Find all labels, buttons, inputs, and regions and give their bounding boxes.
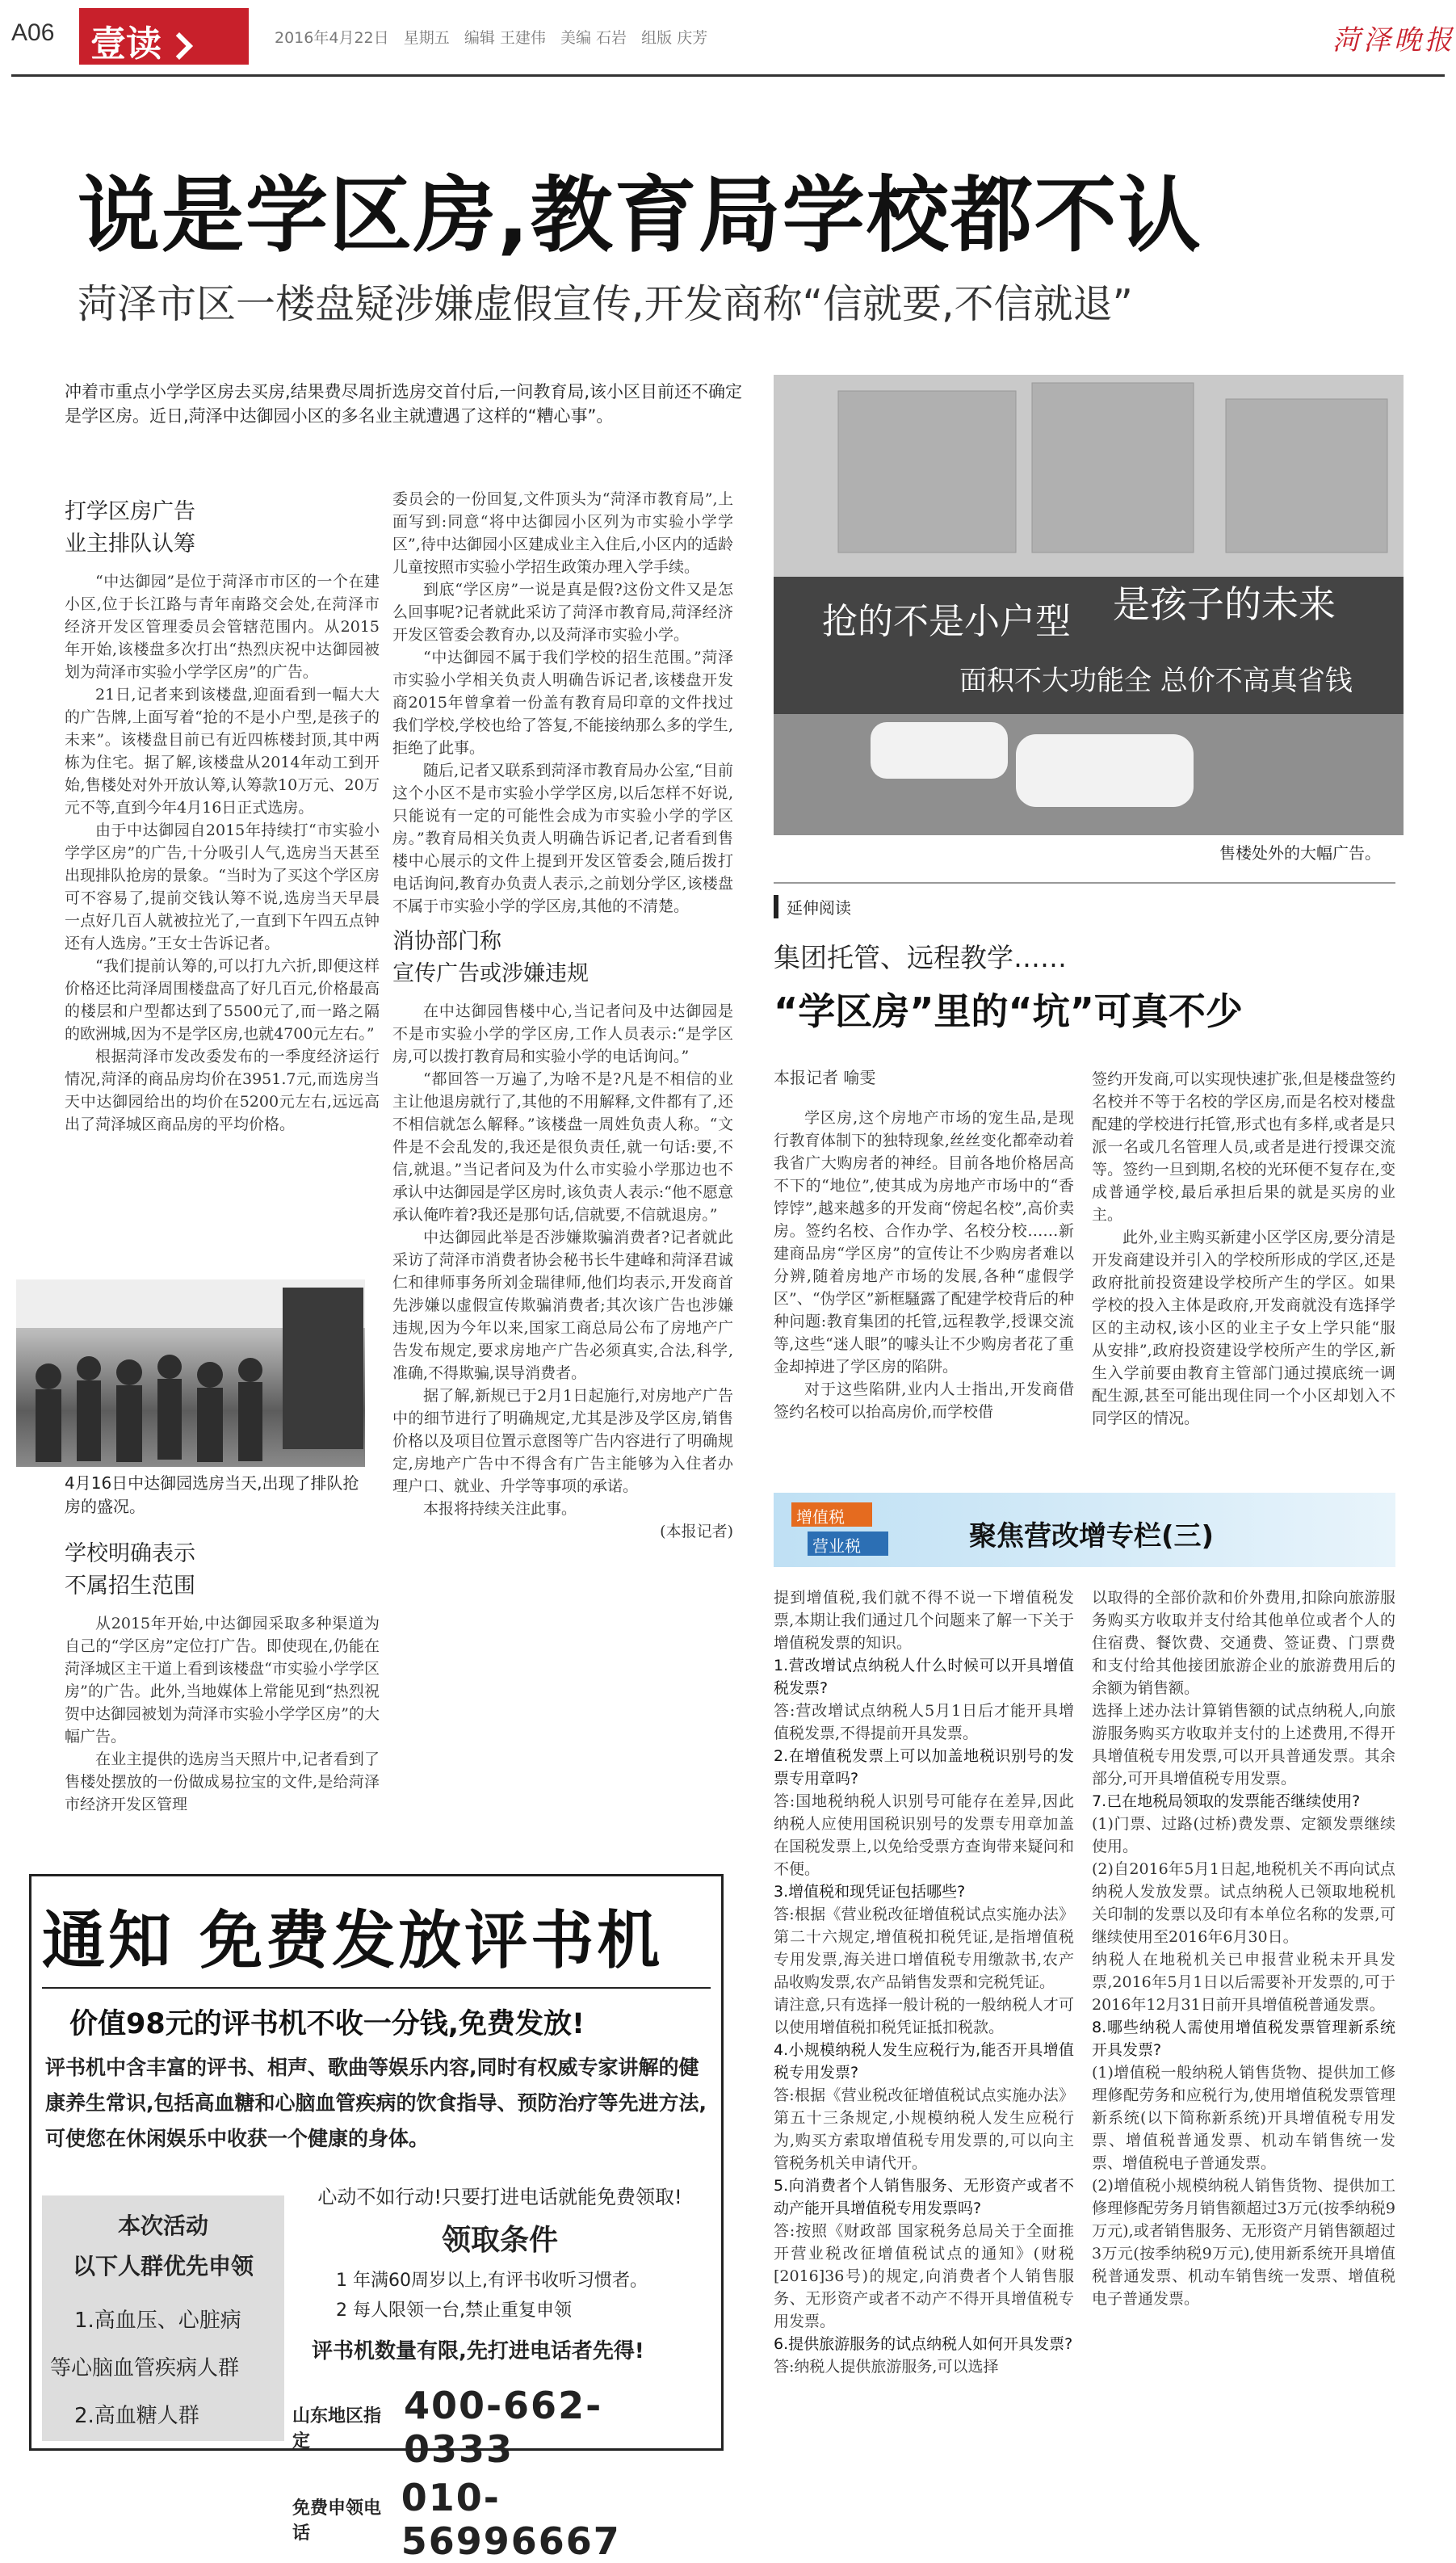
billboard-photo-graphic bbox=[774, 375, 1404, 835]
body-paragraph: 在中达御园售楼中心,当记者问及中达御园是不是市实验小学的学区房,工作人员表示:“是学区房,可以拨打教育局和实验小学的电话询问。” bbox=[392, 1002, 733, 1065]
tax-answer: 选择上述办法计算销售额的试点纳税人,向旅游服务购买方收取并支付的上述费用,不得开具增值税专用发票,可以开具普通发票。其余部分,可开具增值税专用发票。 bbox=[1092, 1702, 1395, 1788]
tax-answer: 答:国地税纳税人识别号可能存在差异,因此纳税人应使用国税识别号的发票专用章加盖在国税发票上,以免给受票方查询带来疑问和不便。 bbox=[774, 1792, 1074, 1878]
phone-number[interactable]: 010-56996667 bbox=[401, 2476, 621, 2563]
tax-column-right bbox=[1092, 1586, 1395, 2310]
body-paragraph: 签约开发商,可以实现快速扩张,但是楼盘签约名校并不等于名校的学区房,而是名校对楼盘配建的学校进行托管,形式也有多样,或者是只派一名或几名管理人员,或者是进行授课交流等。签约一旦到期,名校的光环便不复存在,变成普通学校,最后承担后果的就是买房的业主。 bbox=[1092, 1070, 1395, 1224]
section-subhead: 业主排队认筹 bbox=[65, 532, 195, 557]
page-number: A06 bbox=[11, 19, 55, 46]
tax-answer: 答:按照《财政部 国家税务总局关于全面推开营业税改征增值税试点的通知》(财税[2016]36号)的规定,向消费者个人销售服务、无形资产或者不动产不得开具增值税专用发票。 bbox=[774, 2222, 1074, 2330]
ad-action: 心动不如行动!只要打进电话就能免费领取! bbox=[317, 2186, 682, 2208]
issue-meta: 2016年4月22日 星期五 编辑 王建伟 美编 石岩 组版 庆芳 bbox=[275, 29, 708, 47]
body-paragraph: 随后,记者又联系到菏泽市教育局办公室,“目前这个小区不是市实验小学学区房,以后怎样不好说,只能说有一定的可能性会成为市实验小学的学区房。”教育局相关负责人明确告诉记者,记者看到售楼中心展示的文件上提到开发区管委会,随后拨打电话询问,教育办负责人表示,之前划分学区,该楼盘不属于市实验小学的学区房,其他的不清楚。 bbox=[392, 762, 733, 915]
activity-item: 等心脑血管疾病人群 bbox=[50, 2356, 240, 2380]
lede-paragraph: 冲着市重点小学学区房去买房,结果费尽周折选房交首付后,一问教育局,该小区目前还不确定是学区房。近日,菏泽中达御园小区的多名业主就遭遇了这样的“糟心事”。 bbox=[65, 382, 743, 426]
body-paragraph: 21日,记者来到该楼盘,迎面看到一幅大大的广告牌,上面写着“抢的不是小户型,是孩子的未来”。该楼盘目前已有近四栋楼封顶,其中两栋为住宅。据了解,该楼盘从2014年动工到开始,售楼处对外开放认筹,认筹款10万元、20万元不等,直到今年4月16日正式选房。 bbox=[65, 686, 380, 817]
crowd-photo-graphic bbox=[16, 1279, 365, 1467]
column-1-lower bbox=[65, 1538, 380, 1816]
section-subhead: 不属招生范围 bbox=[65, 1574, 195, 1599]
activity-subtitle: 以下人群优先申领 bbox=[72, 2253, 254, 2279]
business-tax-label: 营业税 bbox=[808, 1531, 888, 1556]
body-paragraph: 在业主提供的选房当天照片中,记者看到了售楼处摆放的一份做成易拉宝的文件,是给菏泽市经济开发区管理 bbox=[65, 1750, 380, 1813]
ad-activity-box bbox=[42, 2195, 284, 2441]
section-tag bbox=[79, 8, 249, 65]
section-subhead: 学校明确表示 bbox=[65, 1541, 195, 1566]
body-paragraph: “都回答一万遍了,为啥不是?凡是不相信的业主让他退房就行了,其他的不用解释,文件都有了,还不相信就怎么解释。”该楼盘一周姓负责人称。“文件是不会乱发的,我还是很负责任,就一句话:要,不信,就退。”当记者问及为什么市实验小学那边也不承认中达御园是学区房时,该负责人表示:“他不愿意承认俺咋着?我还是那句话,信就要,不信就退房。” bbox=[392, 1070, 733, 1224]
tax-answer: (1)增值税一般纳税人销售货物、提供加工修理修配劳务和应税行为,使用增值税发票管理新系统(以下简称新系统)开具增值税专用发票、增值税普通发票、机动车销售统一发票、增值税电子普通发票。 bbox=[1092, 2064, 1395, 2172]
headline: 说是学区房,教育局学校都不认 bbox=[78, 168, 1202, 264]
body-paragraph: 本报将持续关注此事。 bbox=[423, 1500, 577, 1518]
tax-answer: 请注意,只有选择一般计税的一般纳税人才可以使用增值税扣税凭证抵扣税款。 bbox=[774, 1996, 1074, 2036]
body-paragraph: “中达御园不属于我们学校的招生范围。”菏泽市实验小学相关负责人明确告诉记者,该楼盘开发商2015年曾拿着一份盖有教育局印章的文件找过我们学校,学校也给了答复,不能接纳那么多的学生,拒绝了此事。 bbox=[392, 649, 733, 757]
feature-tag: 延伸阅读 bbox=[774, 895, 851, 918]
body-paragraph: 到底“学区房”一说是真是假?这份文件又是怎么回事呢?记者就此采访了菏泽市教育局,菏泽经济开发区管委会教育办,以及菏泽市实验小学。 bbox=[392, 581, 733, 644]
tax-answer: 答:营改增试点纳税人5月1日后才能开具增值税发票,不得提前开具发票。 bbox=[774, 1702, 1074, 1742]
body-paragraph: 委员会的一份回复,文件顶头为“菏泽市教育局”,上面写到:同意“将中达御园小区列为市实验小学学区”,待中达御园小区建成业主入住后,小区内的适龄儿童按照市实验小学招生政策办理入学手续。 bbox=[392, 490, 733, 576]
billboard-text: 面积不大功能全 总价不高真省钱 bbox=[959, 665, 1353, 697]
tax-question: 8.哪些纳税人需使用增值税发票管理新系统开具发票? bbox=[1092, 2019, 1395, 2059]
tax-answer: 以取得的全部价款和价外费用,扣除向旅游服务购买方收取并支付给其他单位或者个人的住宿费、餐饮费、交通费、签证费、门票费和支付给其他接团旅游企业的旅游费用后的余额为销售额。 bbox=[1092, 1589, 1395, 1697]
ad-divider bbox=[42, 1987, 711, 1989]
billboard-text: 是孩子的未来 bbox=[1113, 582, 1336, 626]
crowd-photo bbox=[16, 1279, 365, 1467]
feature-kicker: 集团托管、远程教学…… bbox=[774, 942, 1067, 973]
ad-limited: 评书机数量有限,先打进电话者先得! bbox=[312, 2339, 644, 2363]
body-paragraph: 据了解,新规已于2月1日起施行,对房地产广告中的细节进行了明确规定,尤其是涉及学区房,销售价格以及项目位置示意图等广告内容进行了明确规定,房地产广告中不得含有广告主能够为入住者办理户口、就业、升学等事项的承诺。 bbox=[392, 1387, 733, 1495]
tax-answer: 答:纳税人提供旅游服务,可以选择 bbox=[774, 2358, 999, 2376]
divider bbox=[774, 882, 1395, 884]
tax-answer: 答:根据《营业税改征增值税试点实施办法》第二十六规定,增值税扣税凭证,是指增值税专用发票,海关进口增值税专用缴款书,农产品收购发票,农产品销售发票和完税凭证。 bbox=[774, 1905, 1074, 1991]
column-2 bbox=[392, 488, 733, 1543]
conditions-title: 领取条件 bbox=[441, 2224, 558, 2257]
byline: 本报记者 喻雯 bbox=[774, 1068, 876, 1087]
feature-title: “学区房”里的“坑”可真不少 bbox=[774, 989, 1243, 1033]
body-paragraph: 对于这些陷阱,业内人士指出,开发商借签约名校可以抬高房价,而学校借 bbox=[774, 1380, 1074, 1421]
vat-label: 增值税 bbox=[791, 1502, 872, 1527]
tax-answer: (1)门票、过路(过桥)费发票、定额发票继续使用。 bbox=[1092, 1815, 1395, 1855]
tax-column-left bbox=[774, 1586, 1074, 2378]
section-subhead: 消协部门称 bbox=[392, 929, 501, 954]
phone-label: 山东地区指定 bbox=[292, 2406, 382, 2452]
photo-caption: 售楼处外的大幅广告。 bbox=[1219, 843, 1381, 863]
ad-description: 评书机中含丰富的评书、相声、歌曲等娱乐内容,同时有权威专家讲解的健康养生常识,包括高血糖和心脑血管疾病的饮食指导、预防治疗等先进方法,可使您在休闲娱乐中收获一个健康的身体。 bbox=[45, 2056, 707, 2150]
body-paragraph: 根据菏泽市发改委发布的一季度经济运行情况,菏泽的商品房均价在3951.7元,而选房当天中达御园给出的均价在5200元左右,远远高出了菏泽城区商品房的平均价格。 bbox=[65, 1048, 380, 1133]
body-paragraph: 从2015年开始,中达御园采取多种渠道为自己的“学区房”定位打广告。即使现在,仍能在菏泽城区主干道上看到该楼盘“市实验小学学区房”的广告。此外,当地媒体上常能见到“热烈祝贺中达御园被划为菏泽市实验小学学区房”的大幅广告。 bbox=[65, 1615, 380, 1746]
column-1 bbox=[65, 496, 380, 1136]
tax-question: 1.营改增试点纳税人什么时候可以开具增值税发票? bbox=[774, 1657, 1074, 1697]
body-paragraph: 学区房,这个房地产市场的宠生品,是现行教育体制下的独特现象,丝丝变化都牵动着我省广大购房者的神经。目前各地价格居高不下的“地位”,使其成为房地产市场中的“香饽饽”,越来越多的开发商“傍起名校”,高价卖房。签约名校、合作办学、名校分校……新建商品房“学区房”的宣传让不少购房者难以分辨,随着房地产市场的发展,各种“虚假学区”、“伪学区”新框騷露了配建学校背后的种种问题:教育集团的托管,远程教学,授课交流等,这些“迷人眼”的噱头让不少购房者花了重金却掉进了学区房的陷阱。 bbox=[774, 1109, 1074, 1376]
condition-item: 1 年满60周岁以上,有评书收听习惯者。 bbox=[336, 2271, 648, 2291]
body-paragraph: “中达御园”是位于菏泽市市区的一个在建小区,位于长江路与青年南路交会处,在菏泽市经济开发区管理委员会管辖范围内。从2015年开始,该楼盘多次打出“热烈庆祝中达御园被划为菏泽市实验小学学区房”的广告。 bbox=[65, 573, 380, 681]
tax-question: 5.向消费者个人销售服务、无形资产或者不动产能开具增值税专用发票吗? bbox=[774, 2177, 1074, 2217]
reporter-sign: (本报记者) bbox=[660, 1523, 733, 1540]
tax-question: 2.在增值税发票上可以加盖地税识别号的发票专用章吗? bbox=[774, 1747, 1074, 1788]
section-subhead: 打学区房广告 bbox=[65, 499, 195, 524]
body-paragraph: 此外,业主购买新建小区学区房,要分清是开发商建设并引入的学校所形成的学区,还是政府批前投资建设学校所产生的学区。如果学校的投入主体是政府,开发商就没有选择学区的主动权,该小区的业主子女上学只能“服从安排”,政府投资建设学校所产生的学区,新生入学前要由教育主管部门通过摸底统一调配生源,甚至可能出现住同一个小区却划入不同学区的情况。 bbox=[1092, 1229, 1395, 1427]
body-paragraph: “我们提前认筹的,可以打九六折,即便这样价格还比菏泽周围楼盘高了好几百元,价格最高的楼层和户型都达到了5500元了,而一路之隔的欧洲城,因为不是学区房,也就4700元左右。” bbox=[65, 957, 380, 1043]
activity-title: 本次活动 bbox=[117, 2212, 208, 2239]
tax-answer: 纳税人在地税机关已申报营业税未开具发票,2016年5月1日以后需要补开发票的,可于2016年12月31日前开具增值税普通发票。 bbox=[1092, 1951, 1395, 2014]
section-subhead: 宣传广告或涉嫌违规 bbox=[392, 961, 589, 986]
tax-answer: (2)增值税小规模纳税人销售货物、提供加工修理修配劳务月销售额超过3万元(按季纳税9万元),或者销售服务、无形资产月销售额超过3万元(按季纳税9万元),使用新系统开具增值税普通发票、机动车销售统一发票、增值税电子普通发票。 bbox=[1092, 2177, 1395, 2308]
feature-column-1 bbox=[774, 1107, 1074, 1423]
phone-number[interactable]: 400-662-0333 bbox=[403, 2384, 603, 2471]
tax-question: 4.小规模纳税人发生应税行为,能否开具增值税专用发票? bbox=[774, 2041, 1074, 2082]
ad-title: 通知 免费发放评书机 bbox=[42, 1905, 664, 1977]
ad-headline: 价值98元的评书机不收一分钱,免费发放! bbox=[69, 2008, 585, 2040]
paper-logo: 菏泽晚报 bbox=[1332, 24, 1455, 57]
body-paragraph: 由于中达御园自2015年持续打“市实验小学学区房”的广告,十分吸引人气,选房当天甚至出现排队抢房的景象。“当时为了买这个学区房可不容易了,提前交钱认筹不说,选房当天早晨一点好几百人就被拉光了,一直到下午四五点钟还有人选房。”王女士告诉记者。 bbox=[65, 821, 380, 952]
condition-item: 2 每人限领一台,禁止重复申领 bbox=[336, 2300, 572, 2321]
tax-question: 6.提供旅游服务的试点纳税人如何开具发票? bbox=[774, 2335, 1073, 2353]
tax-icon bbox=[783, 1499, 896, 1561]
tax-question: 7.已在地税局领取的发票能否继续使用? bbox=[1092, 1792, 1361, 1810]
activity-item: 2.高血糖人群 bbox=[74, 2404, 199, 2428]
phone-row[interactable] bbox=[292, 2476, 712, 2563]
tax-paragraph: 提到增值税,我们就不得不说一下增值税发票,本期让我们通过几个问题来了解一下关于增值税发票的知识。 bbox=[774, 1589, 1074, 1652]
photo-caption: 4月16日中达御园选房当天,出现了排队抢房的盛况。 bbox=[65, 1473, 359, 1516]
phone-label: 免费申领电话 bbox=[292, 2498, 382, 2544]
tax-question: 3.增值税和现凭证包括哪些? bbox=[774, 1883, 966, 1901]
billboard-photo bbox=[774, 375, 1404, 835]
ad-conditions bbox=[287, 2181, 712, 2563]
tax-answer: 答:根据《营业税改征增值税试点实施办法》第五十三条规定,小规模纳税人发生应税行为,购买方索取增值税专用发票的,可以向主管税务机关申请代开。 bbox=[774, 2086, 1074, 2172]
header-rule bbox=[11, 74, 1445, 77]
chevron-right-icon bbox=[166, 32, 193, 60]
subheadline: 菏泽市区一楼盘疑涉嫌虚假宣传,开发商称“信就要,不信就退” bbox=[78, 281, 1133, 327]
tax-answer: (2)自2016年5月1日起,地税机关不再向试点纳税人发放发票。试点纳税人已领取地税机关印制的发票以及印有本单位名称的发票,可继续使用至2016年6月30日。 bbox=[1092, 1860, 1395, 1946]
billboard-text: 抢的不是小户型 bbox=[822, 601, 1071, 642]
column-title: 聚焦营改增专栏(三) bbox=[969, 1520, 1215, 1553]
phone-row[interactable] bbox=[292, 2384, 712, 2471]
section-label: 壹读 bbox=[90, 23, 162, 65]
body-paragraph: 中达御园此举是否涉嫌欺骗消费者?记者就此采访了菏泽市消费者协会秘书长牛建峰和菏泽君诚仁和律师事务所刘金瑞律师,他们均表示,开发商首先涉嫌以虚假宣传欺骗消费者;其次该广告也涉嫌违规,因为今年以来,国家工商总局公布了房地产广告发布规定,要求房地产广告必须真实,合法,科学,准确,不得欺骗,误导消费者。 bbox=[392, 1229, 733, 1382]
feature-column-2 bbox=[1092, 1068, 1395, 1430]
activity-item: 1.高血压、心脏病 bbox=[74, 2309, 241, 2333]
